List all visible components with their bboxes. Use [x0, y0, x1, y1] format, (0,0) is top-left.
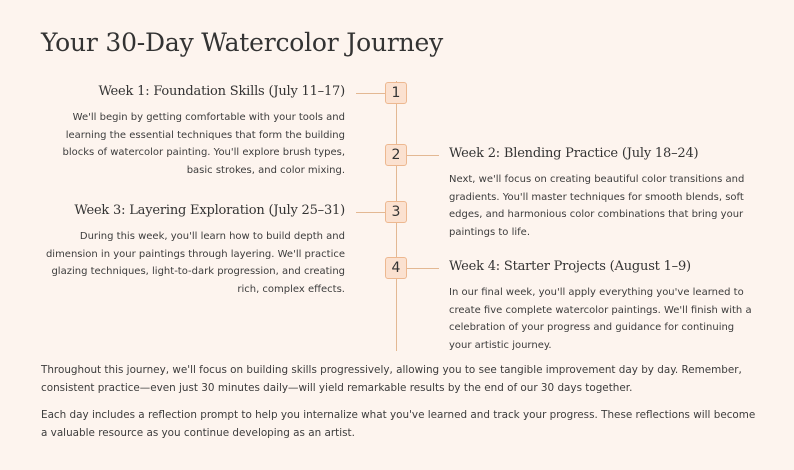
- timeline-connector-2: [407, 155, 439, 156]
- timeline-connector-3: [356, 212, 385, 213]
- week-1-marker: 1: [385, 82, 407, 104]
- week-1-description: We'll begin by getting comfortable with your tools and learning the essential techniques that form the building blocks of watercolor painting. You'll explore brush types, basic strokes, and color mixing.: [62, 112, 345, 176]
- week-2-description: Next, we'll focus on creating beautiful color transitions and gradients. You'll master techniques for smooth blends, soft edges, and harmonious color combinations that bring your paintings to life.: [449, 174, 745, 238]
- week-3-heading: Week 3: Layering Exploration (July 25–31): [74, 203, 345, 218]
- week-2-marker: 2: [385, 144, 407, 166]
- week-3-marker: 3: [385, 201, 407, 223]
- timeline-connector-4: [407, 268, 439, 269]
- closing-paragraph-1: Throughout this journey, we'll focus on building skills progressively, allowing you to see tangible improvement day by day. Remember, consistent practice—even just 30 minutes daily—will yield remarkable results by the end of our 30 days together.: [41, 364, 742, 394]
- week-3-block: [45, 203, 345, 298]
- week-4-block: [449, 259, 754, 354]
- week-1-block: [45, 84, 345, 179]
- week-4-description: In our final week, you'll apply everything you've learned to create five complete watercolor paintings. We'll finish with a celebration of your progress and guidance for continuing your artistic journey.: [449, 287, 752, 351]
- week-2-heading: Week 2: Blending Practice (July 18–24): [449, 146, 699, 161]
- week-4-heading: Week 4: Starter Projects (August 1–9): [449, 259, 691, 274]
- week-2-block: [449, 146, 754, 241]
- week-1-heading: Week 1: Foundation Skills (July 11–17): [98, 84, 345, 99]
- page-title: Your 30-Day Watercolor Journey: [41, 28, 444, 57]
- timeline-connector-1: [356, 93, 385, 94]
- week-4-marker: 4: [385, 257, 407, 279]
- week-3-description: During this week, you'll learn how to build depth and dimension in your paintings through layering. We'll practice glazing techniques, light-to-dark progression, and creating rich, complex effects.: [45, 231, 345, 295]
- closing-paragraph-2: Each day includes a reflection prompt to help you internalize what you've learned and track your progress. These reflections will become a valuable resource as you continue developing as an artist.: [41, 409, 756, 439]
